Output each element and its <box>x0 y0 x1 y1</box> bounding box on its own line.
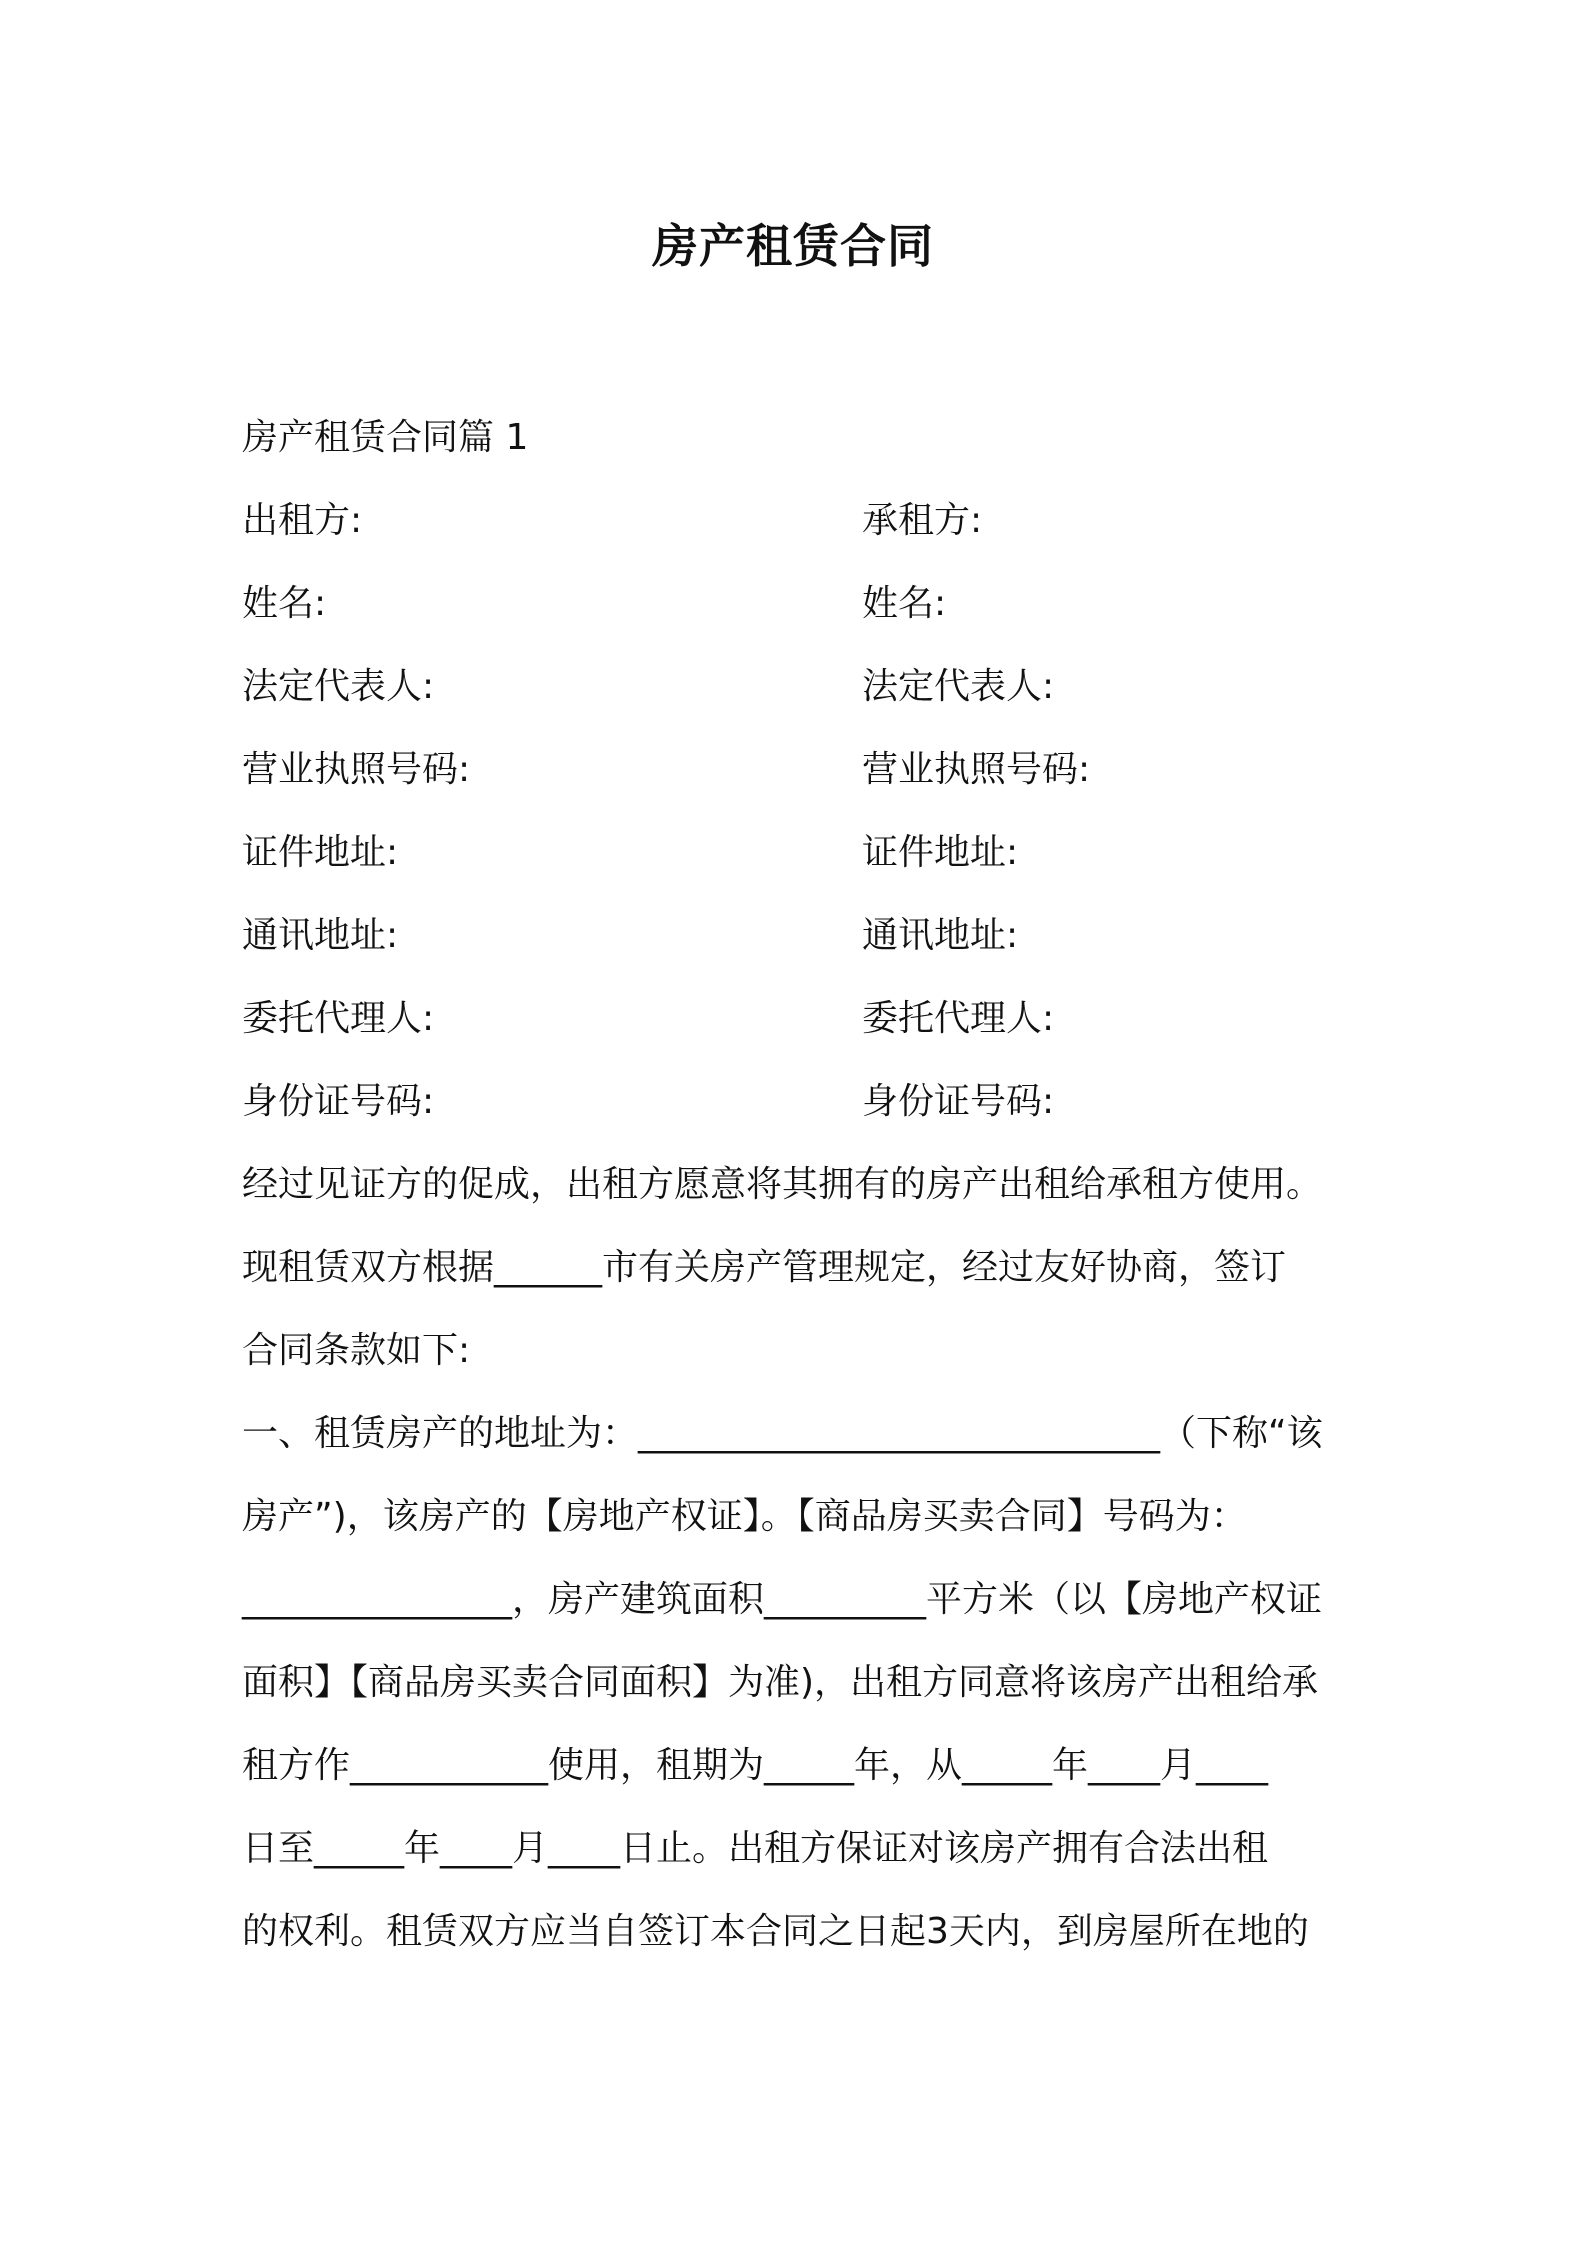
party-row-legal-rep <box>242 657 1352 740</box>
lessee-license-label: 营业执照号码: <box>862 749 1091 790</box>
lessor-agent-label: 委托代理人: <box>242 998 435 1039</box>
party-header-row <box>242 491 1352 574</box>
party-row-mail-address <box>242 906 1352 989</box>
section-heading: 房产租赁合同篇 1 <box>242 417 529 458</box>
party-row-id-number <box>242 1072 1352 1155</box>
lessee-mail-address-label: 通讯地址: <box>862 915 1019 956</box>
party-row-id-address <box>242 823 1352 906</box>
basis-line-1: 现租赁双方根据______市有关房产管理规定，经过友好协商，签订 <box>242 1247 1287 1288</box>
lessor-mail-address-label: 通讯地址: <box>242 915 399 956</box>
lessor-label: 出租方: <box>242 500 363 541</box>
party-row-name <box>242 574 1352 657</box>
clause-1-line: 面积】【商品房买卖合同面积】为准)，出租方同意将该房产出租给承 <box>242 1662 1319 1703</box>
lessor-legal-rep-label: 法定代表人: <box>242 666 435 707</box>
lessee-name-label: 姓名: <box>862 583 947 624</box>
lessor-license-label: 营业执照号码: <box>242 749 471 790</box>
lessor-id-number-label: 身份证号码: <box>242 1081 435 1122</box>
lessor-name-label: 姓名: <box>242 583 327 624</box>
document-body <box>242 408 1352 1985</box>
clause-1-line: _______________，房产建筑面积_________平方米（以【房地产权证 <box>242 1579 1323 1620</box>
party-row-license <box>242 740 1352 823</box>
clause-1-line: 的权利。租赁双方应当自签订本合同之日起3天内，到房屋所在地的 <box>242 1911 1309 1952</box>
intro-paragraph: 经过见证方的促成，出租方愿意将其拥有的房产出租给承租方使用。 <box>242 1164 1323 1205</box>
clause-1-line: 房产”)，该房产的【房地产权证】。【商品房买卖合同】号码为： <box>242 1496 1247 1537</box>
document-title: 房产租赁合同 <box>652 219 934 273</box>
lessee-legal-rep-label: 法定代表人: <box>862 666 1055 707</box>
lessee-id-number-label: 身份证号码: <box>862 1081 1055 1122</box>
lessor-id-address-label: 证件地址: <box>242 832 399 873</box>
lessee-label: 承租方: <box>862 500 983 541</box>
clause-1-paragraph <box>242 1404 1352 1985</box>
lessee-agent-label: 委托代理人: <box>862 998 1055 1039</box>
basis-paragraph <box>242 1238 1352 1404</box>
party-row-agent <box>242 989 1352 1072</box>
lessee-id-address-label: 证件地址: <box>862 832 1019 873</box>
clause-1-line: 日至_____年____月____日止。出租方保证对该房产拥有合法出租 <box>242 1828 1269 1869</box>
clause-1-line: 租方作___________使用，租期为_____年，从_____年____月____ <box>242 1745 1269 1786</box>
clause-1-line: 一、租赁房产的地址为：_____________________________（下称“该 <box>242 1413 1323 1454</box>
basis-line-2: 合同条款如下: <box>242 1330 471 1371</box>
